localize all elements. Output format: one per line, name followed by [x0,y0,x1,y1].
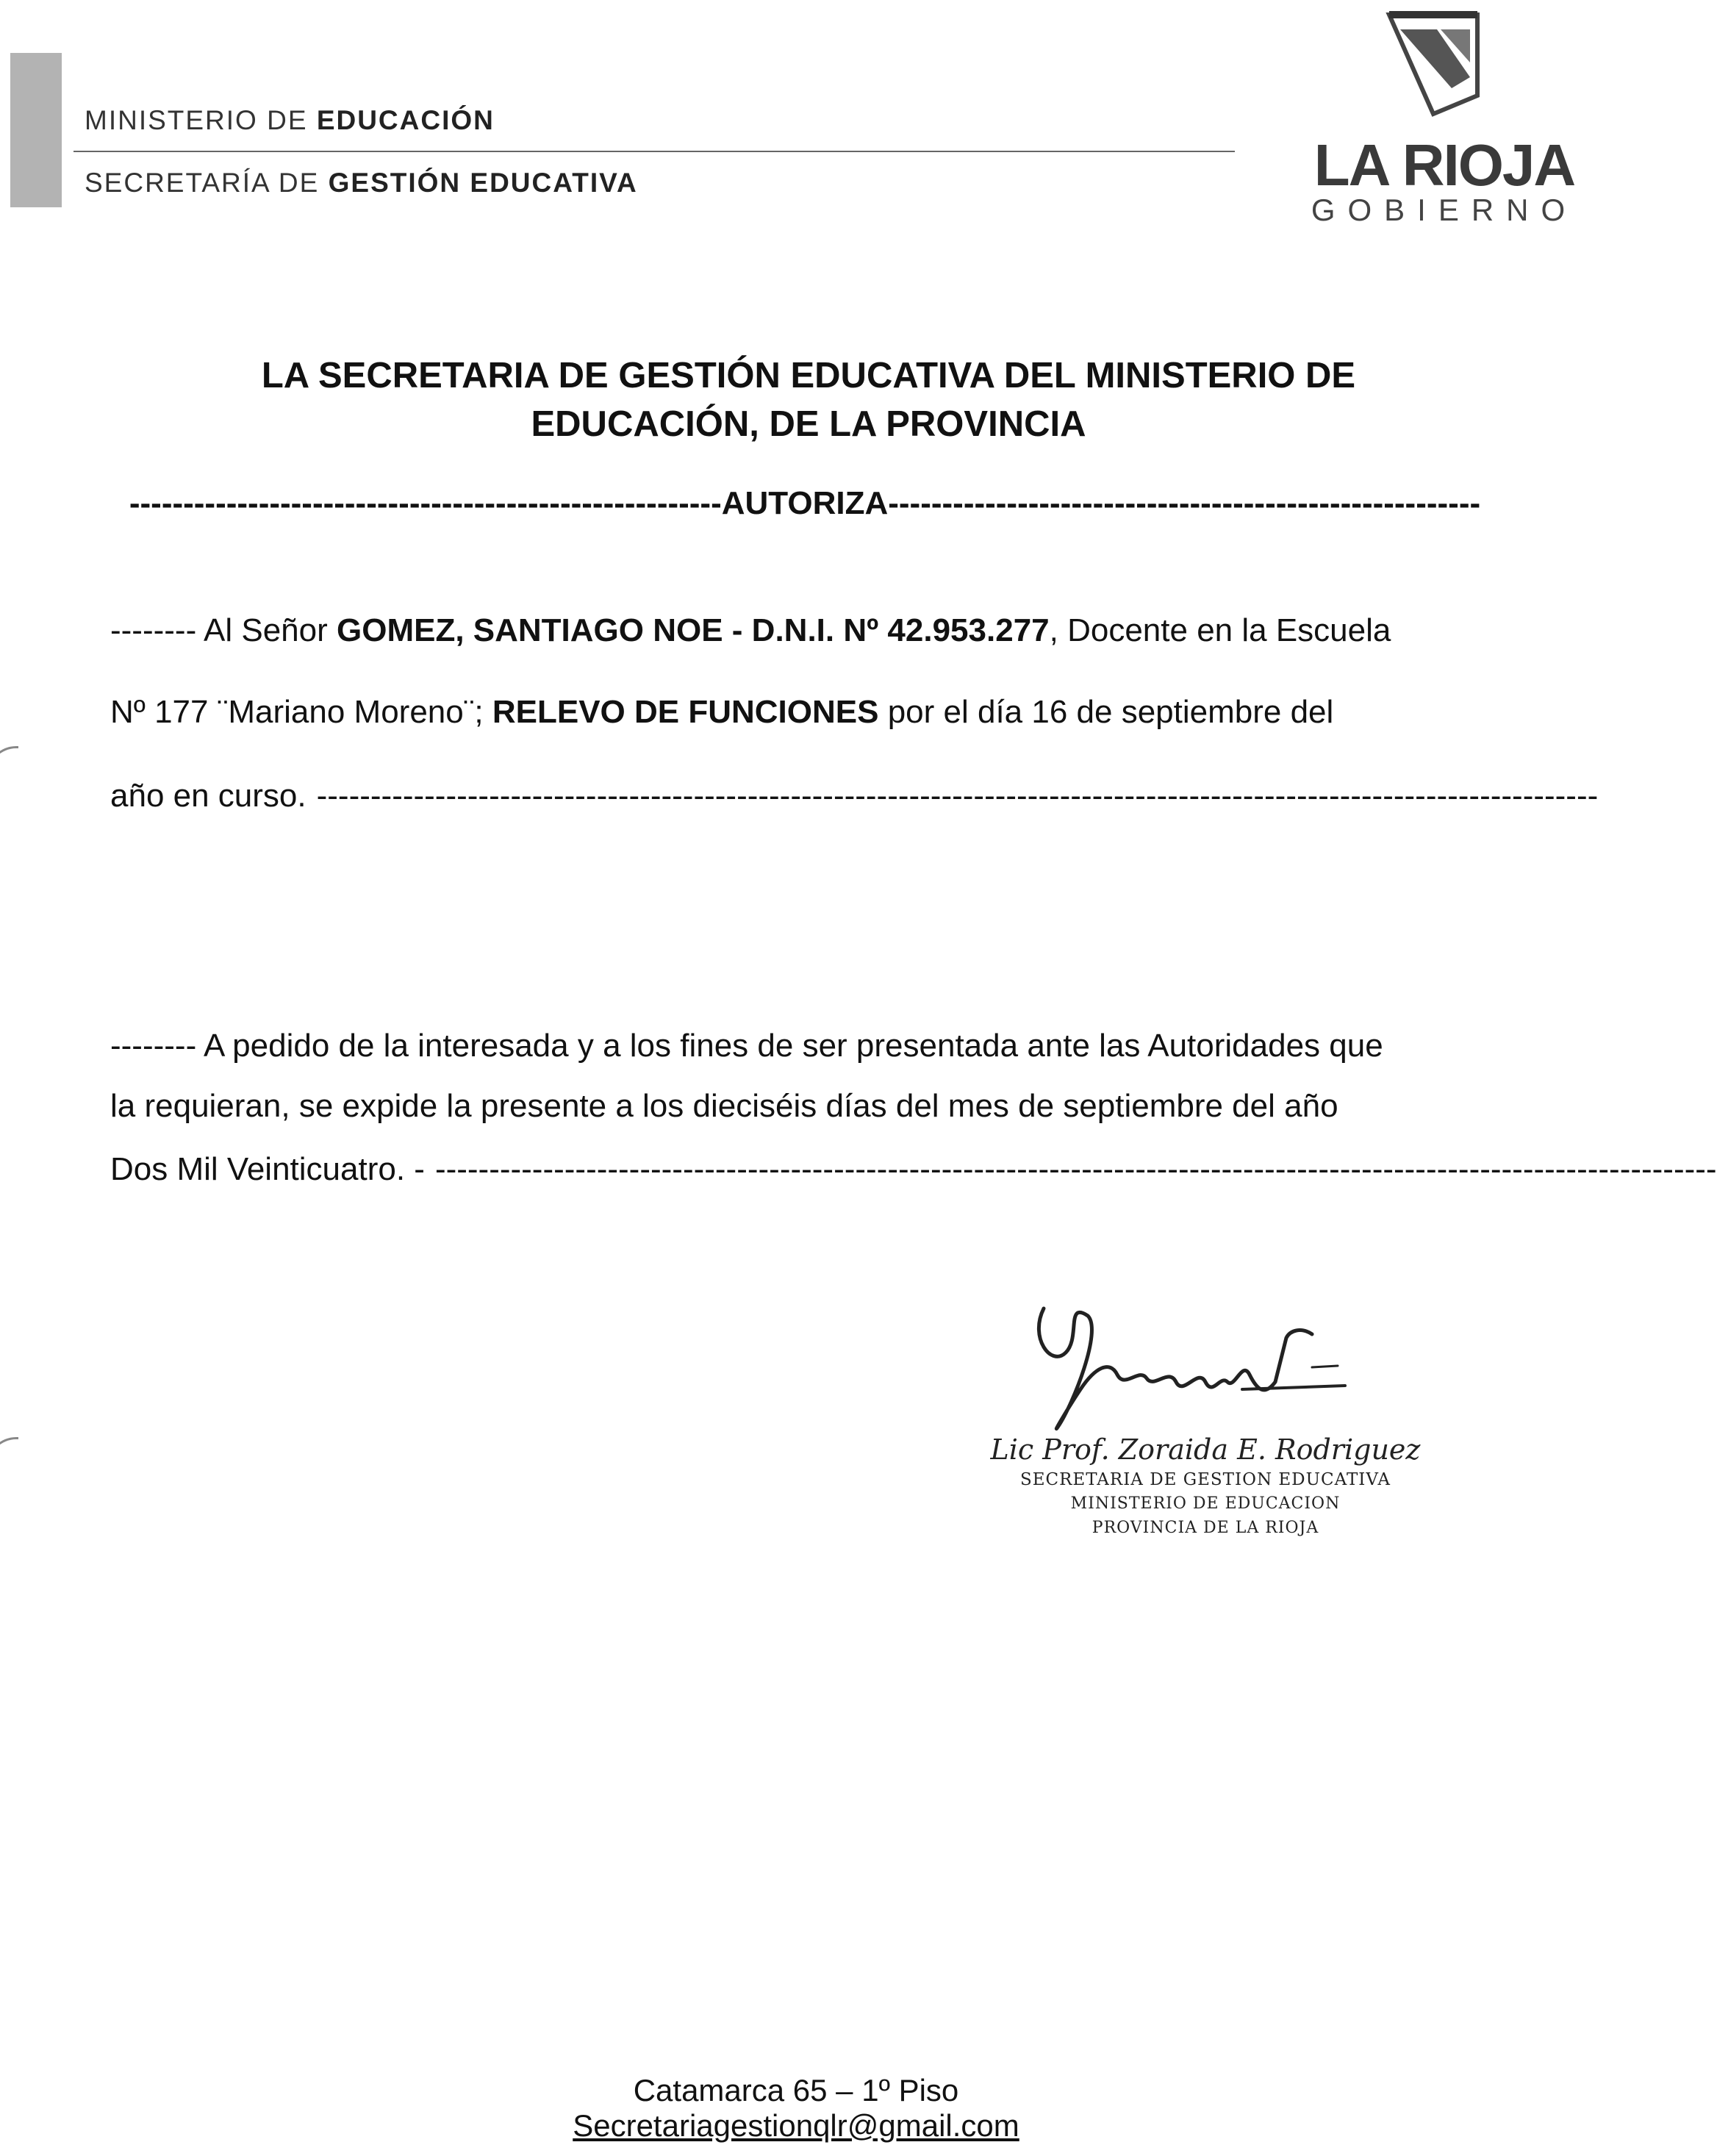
header-divider [74,151,1235,152]
footer-address: Catamarca 65 – 1º Piso [633,2073,959,2107]
signatory-province: PROVINCIA DE LA RIOJA [1092,1519,1319,1537]
footer-email-container [0,2108,1592,2144]
p2-line1-text: -------- A pedido de la interesada y a los fines de ser presentada ante las Autoridades que [110,1028,1383,1064]
signatory-name: Lic Prof. Zoraida E. Rodriguez [990,1433,1421,1466]
signatory-role: SECRETARIA DE GESTION EDUCATIVA [1019,1470,1391,1489]
signatory-ministry: MINISTERIO DE EDUCACION [1070,1494,1341,1513]
header-side-bar [10,53,62,207]
paragraph2-line-1 [110,1028,1507,1064]
paragraph2-line-2 [110,1088,1507,1125]
header-secretariat: SECRETARÍA DE GESTIÓN EDUCATIVA [85,168,638,198]
p2-line3-text: Dos Mil Veinticuatro. - [110,1151,425,1187]
footer-email-link[interactable]: Secretariagestionqlr@gmail.com [573,2108,1019,2143]
handwritten-signature [1022,1294,1352,1441]
la-rioja-logo-icon [1382,7,1485,118]
p1-line3-dashes: ----------------------------------------------------------------------------------------------------------------------- [316,778,1599,814]
logo-title: LA RIOJA [1313,132,1575,198]
paragraph2-line-3 [110,1151,1717,1188]
p2-line3-dashes: ----------------------------------------------------------------------------------------------------------------------- [434,1151,1717,1187]
p2-line2-text: la requieran, se expide la presente a los dieciséis días del mes de septiembre del año [110,1088,1338,1124]
margin-mark [0,1437,18,1469]
header-ministry: MINISTERIO DE EDUCACIÓN [85,105,495,135]
title-line-1: LA SECRETARIA DE GESTIÓN EDUCATIVA DEL MINISTERIO DE [261,356,1356,395]
document-title [132,351,1485,448]
p1-line3-text: año en curso. [110,778,307,814]
paragraph1-line-3 [110,778,1599,814]
margin-mark [0,746,18,778]
paragraph1-line-1 [110,612,1507,649]
p1-line2-text: Nº 177 ¨Mariano Moreno¨; RELEVO DE FUNCIONES por el día 16 de septiembre del [110,694,1334,730]
autoriza-heading: -------------------------------------------------------AUTORIZA------------------------------------------------------- [129,485,1481,521]
p1-line1-text: -------- Al Señor GOMEZ, SANTIAGO NOE - D.N.I. Nº 42.953.277, Docente en la Escuela [110,612,1391,648]
paragraph1-line-2 [110,694,1507,731]
title-line-2: EDUCACIÓN, DE LA PROVINCIA [531,404,1086,444]
logo-subtitle: GOBIERNO [1311,193,1578,227]
